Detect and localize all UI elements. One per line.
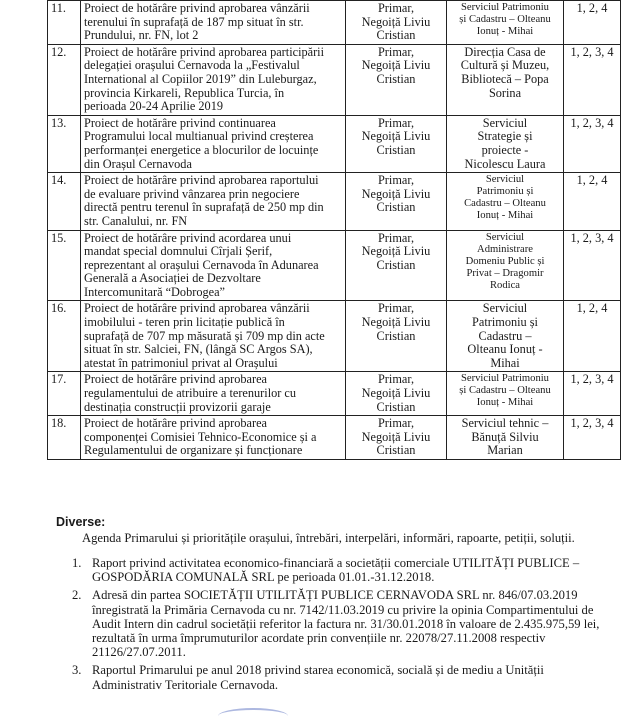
- row-title-line: regulamentului de atribuire a terenurilor cu: [84, 386, 297, 401]
- row-title-line: atestat în patrimoniul privat al Orașului: [84, 355, 278, 370]
- row-title-line: din Orașul Cernavoda: [84, 156, 192, 171]
- row-initiator-line: Negoiță Liviu: [361, 386, 431, 401]
- row-initiator-line: Negoiță Liviu: [361, 58, 431, 73]
- row-number: 12.: [48, 44, 81, 115]
- row-initiator-line: Cristian: [376, 71, 416, 86]
- row-title-line: Intercomunitară “Dobrogea”: [84, 284, 225, 299]
- row-title-line: perioada 20-24 Aprilie 2019: [84, 99, 223, 114]
- row-responsible-line: Serviciul: [485, 174, 525, 186]
- diverse-section: [56, 515, 616, 546]
- row-responsible: [447, 372, 564, 416]
- row-responsible-line: Serviciul Patrimoniu: [461, 373, 549, 385]
- row-responsible-line: Bibliotecă – Popa: [461, 71, 549, 86]
- row-initiator: [346, 372, 447, 416]
- row-number: 17.: [48, 372, 81, 416]
- row-responsible-line: Patrimoniu și: [476, 186, 534, 198]
- row-initiator-line: Negoiță Liviu: [361, 244, 431, 259]
- row-committees: 1, 2, 3, 4: [564, 372, 621, 416]
- row-title-line: Regulamentului de organizare și funcționare: [84, 443, 303, 458]
- row-number: 18.: [48, 416, 81, 460]
- row-committees: 1, 2, 4: [564, 301, 621, 372]
- row-title: [81, 416, 346, 460]
- row-initiator-line: Negoiță Liviu: [361, 14, 431, 29]
- row-title: [81, 230, 346, 301]
- row-title-line: suprafață de 707 mp măsurată și 709 mp din acte: [84, 328, 325, 343]
- row-title-line: Proiect de hotărâre privind aprobarea vânzării: [84, 301, 310, 316]
- row-initiator-line: Primar,: [377, 173, 415, 188]
- row-responsible-line: Serviciul: [485, 231, 525, 243]
- row-title-line: performanței energetice a blocurilor de locuințe: [84, 142, 319, 157]
- row-initiator-line: Cristian: [376, 443, 416, 458]
- row-responsible: [447, 44, 564, 115]
- row-initiator-line: Negoiță Liviu: [361, 186, 431, 201]
- row-committees: 1, 2, 3, 4: [564, 44, 621, 115]
- row-title-line: terenului în suprafață de 187 mp situat în str.: [84, 14, 304, 29]
- row-responsible-line: și Cadastru – Olteanu: [459, 385, 551, 397]
- table-row: [48, 301, 621, 372]
- row-title: [81, 173, 346, 230]
- row-title: [81, 301, 346, 372]
- row-responsible-line: Serviciul tehnic –: [461, 416, 549, 431]
- row-initiator-line: Cristian: [376, 28, 416, 43]
- row-initiator: [346, 115, 447, 172]
- agenda-table: [47, 0, 621, 460]
- row-title-line: Programului local multianual privind creșterea: [84, 129, 314, 144]
- table-row: [48, 372, 621, 416]
- row-committees: 1, 2, 3, 4: [564, 416, 621, 460]
- row-title-line: Generală a Asociației de Dezvoltare: [84, 271, 261, 286]
- row-responsible-line: Cadastru –: [478, 328, 532, 343]
- table-row: [48, 416, 621, 460]
- row-title-line: Prundului, nr. FN, lot 2: [84, 28, 199, 43]
- row-responsible-line: Rodica: [489, 279, 520, 291]
- diverse-heading: Diverse:: [56, 515, 106, 529]
- row-initiator: [346, 1, 447, 45]
- row-responsible-line: Bănuță Silviu: [471, 429, 539, 444]
- row-responsible: [447, 230, 564, 301]
- list-item: 3. Raportul Primarului pe anul 2018 privind starea economică, socială și de mediu a Unității Administrativ Teritoriale Cernavoda.: [72, 663, 544, 692]
- row-title-line: reprezentant al orașului Cernavoda în Adunarea: [84, 257, 319, 272]
- row-title-line: componenței Comisiei Tehnico-Economice și a: [84, 429, 317, 444]
- table-row: [48, 1, 621, 45]
- row-initiator-line: Cristian: [376, 257, 416, 272]
- row-initiator-line: Cristian: [376, 142, 416, 157]
- row-responsible-line: Serviciul: [482, 115, 528, 130]
- table-row: [48, 44, 621, 115]
- row-responsible-line: Ionuț - Mihai: [476, 210, 534, 222]
- row-responsible: [447, 301, 564, 372]
- row-initiator: [346, 416, 447, 460]
- row-committees: 1, 2, 3, 4: [564, 115, 621, 172]
- row-responsible-line: și Cadastru – Olteanu: [459, 14, 551, 25]
- row-title-line: delegației orașului Cernavoda la „Festivalul: [84, 58, 300, 73]
- row-initiator-line: Primar,: [377, 301, 415, 316]
- row-responsible-line: Cadastru – Olteanu: [464, 198, 546, 210]
- list-item: 1. Raport privind activitatea economico-financiară a societății comerciale UTILITĂȚI PUBLICE – GOSPODĂRIA COMUNALĂ SRL pe perioada 01.01.-31.12.2018.: [72, 556, 580, 585]
- row-initiator-line: Primar,: [377, 1, 415, 15]
- row-initiator: [346, 301, 447, 372]
- row-responsible-line: Direcția Casa de: [464, 44, 546, 59]
- stamp-mark: [218, 708, 288, 724]
- list-item: 2. Adresă din partea SOCIETĂȚII UTILITĂȚI PUBLICE CERNAVODA SRL nr. 846/07.03.2019 înregistrată la Primăria Cernavoda cu nr. 7142/11.03.2019 cu privire la opinia Compartimentului de Audit Intern din cadrul societății referitor la factura nr. 31/30.01.2018 în valoare de 2.435.975,59 lei, rezultată în urma împrumuturilor acordate prin convențiile nr. 22078/27.11.2008 respectiv 21126/27.07.2011.: [72, 588, 600, 660]
- row-responsible-line: proiecte -: [481, 142, 529, 157]
- diverse-subtitle: Agenda Primarului și prioritățile orașului, întrebări, interpelări, informări, rapoarte, petiții, soluții.: [82, 531, 575, 545]
- row-initiator-line: Negoiță Liviu: [361, 315, 431, 330]
- row-responsible-line: Ionuț - Mihai: [476, 397, 534, 409]
- row-responsible-line: Privat – Dragomir: [466, 267, 544, 279]
- row-initiator-line: Cristian: [376, 328, 416, 343]
- row-number: 11.: [48, 1, 81, 45]
- row-title-line: str. Canalului, nr. FN: [84, 213, 188, 228]
- row-number: 16.: [48, 301, 81, 372]
- row-responsible-line: Sorina: [488, 85, 522, 100]
- diverse-list: [72, 556, 616, 696]
- row-responsible-line: Ionuț - Mihai: [476, 26, 534, 37]
- row-responsible-line: Serviciul Patrimoniu: [461, 2, 549, 13]
- row-responsible-line: Mihai: [490, 355, 520, 370]
- row-title-line: International al Copiilor 2019” din Luleburgaz,: [84, 71, 317, 86]
- row-responsible-line: Patrimoniu și: [472, 315, 538, 330]
- row-committees: 1, 2, 4: [564, 1, 621, 45]
- row-title-line: Proiect de hotărâre privind continuarea: [84, 115, 276, 130]
- row-initiator-line: Primar,: [377, 115, 415, 130]
- row-title-line: imobilului - teren prin licitație publică în: [84, 315, 285, 330]
- row-title-line: Proiect de hotărâre privind acordarea unui: [84, 230, 292, 245]
- row-title-line: de evaluare privind vânzarea prin negociere: [84, 186, 300, 201]
- row-responsible-line: Serviciul: [482, 301, 528, 316]
- row-title-line: situat în str. Salciei, FN, (lângă SC Argos SA),: [84, 342, 313, 357]
- row-number: 14.: [48, 173, 81, 230]
- row-title-line: provincia Kirkareli, Republica Turcia, în: [84, 85, 285, 100]
- row-responsible-line: Olteanu Ionuț -: [467, 342, 543, 357]
- row-number: 13.: [48, 115, 81, 172]
- row-initiator-line: Negoiță Liviu: [361, 429, 431, 444]
- row-initiator-line: Cristian: [376, 399, 416, 414]
- row-initiator-line: Cristian: [376, 200, 416, 215]
- row-title-line: Proiect de hotărâre privind aprobarea vânzării: [84, 1, 310, 15]
- row-initiator-line: Primar,: [377, 44, 415, 59]
- row-title-line: directă pentru terenul în suprafață de 250 mp din: [84, 200, 324, 215]
- row-responsible-line: Strategie și: [477, 129, 533, 144]
- row-initiator: [346, 230, 447, 301]
- row-title-line: Proiect de hotărâre privind aprobarea: [84, 416, 268, 431]
- row-responsible-line: Cultură și Muzeu,: [460, 58, 550, 73]
- row-initiator-line: Primar,: [377, 416, 415, 431]
- row-title: [81, 1, 346, 45]
- table-row: [48, 230, 621, 301]
- row-committees: 1, 2, 4: [564, 173, 621, 230]
- row-initiator: [346, 44, 447, 115]
- row-responsible: [447, 115, 564, 172]
- row-title: [81, 115, 346, 172]
- row-responsible: [447, 1, 564, 45]
- row-responsible-line: Domeniu Public și: [465, 255, 545, 267]
- row-responsible: [447, 416, 564, 460]
- row-title-line: mandat special domnului Cîrjali Șerif,: [84, 244, 273, 259]
- row-initiator: [346, 173, 447, 230]
- row-initiator-line: Primar,: [377, 372, 415, 387]
- row-number: 15.: [48, 230, 81, 301]
- row-title: [81, 372, 346, 416]
- table-row: [48, 173, 621, 230]
- row-committees: 1, 2, 3, 4: [564, 230, 621, 301]
- row-responsible-line: Nicolescu Laura: [464, 156, 546, 171]
- row-initiator-line: Negoiță Liviu: [361, 129, 431, 144]
- row-responsible-line: Administrare: [477, 243, 533, 255]
- row-title-line: Proiect de hotărâre privind aprobarea raportului: [84, 173, 319, 188]
- row-title-line: Proiect de hotărâre privind aprobarea: [84, 372, 268, 387]
- row-responsible: [447, 173, 564, 230]
- row-responsible-line: Marian: [487, 443, 523, 458]
- row-title-line: Proiect de hotărâre privind aprobarea participării: [84, 44, 325, 59]
- table-row: [48, 115, 621, 172]
- row-title-line: destinația construcții provizorii garaje: [84, 399, 271, 414]
- row-title: [81, 44, 346, 115]
- row-initiator-line: Primar,: [377, 230, 415, 245]
